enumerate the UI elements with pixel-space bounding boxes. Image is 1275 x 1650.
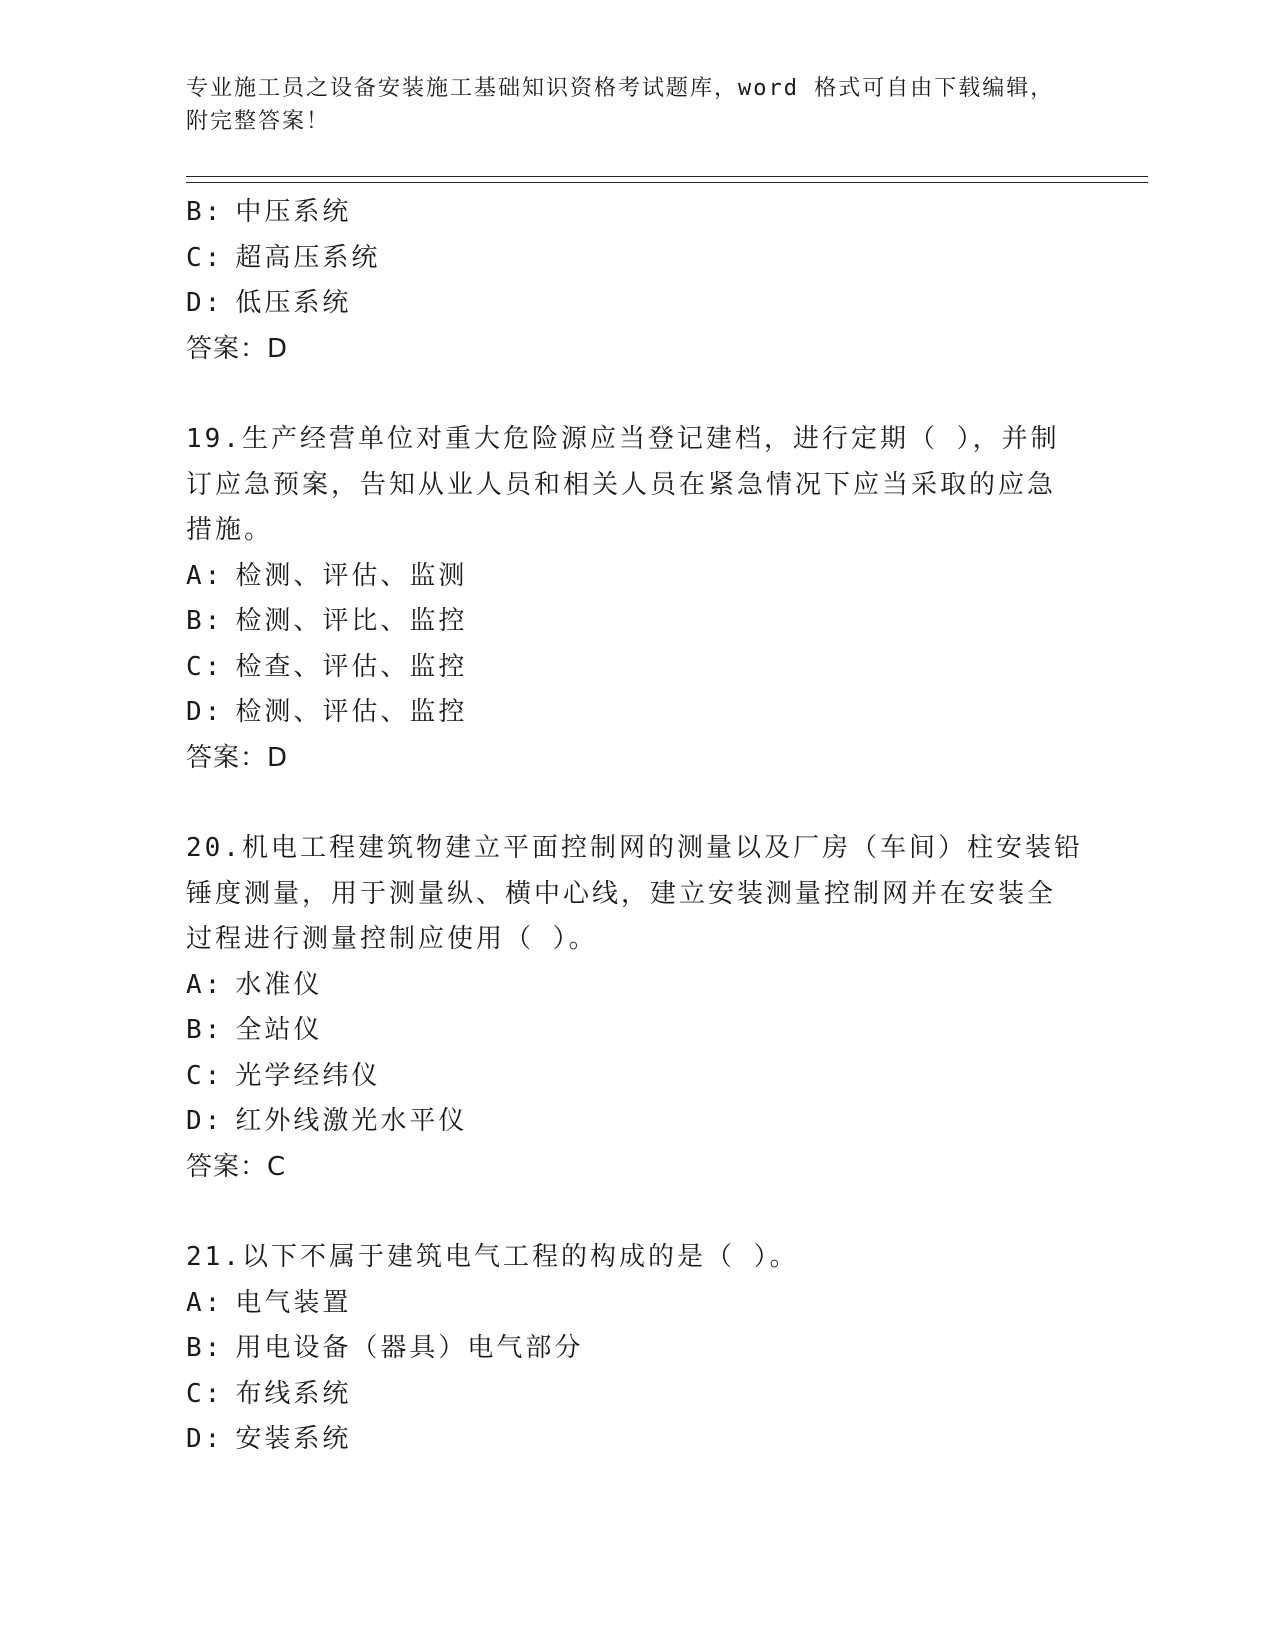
option-line <box>186 1372 1066 1418</box>
option-line <box>186 1099 1066 1145</box>
question-text-line: 过程进行测量控制应使用（ ）。 <box>186 924 598 954</box>
option-text: 超高压系统 <box>235 242 381 273</box>
option-text: 水准仪 <box>235 969 323 1000</box>
option-line <box>186 1326 1066 1372</box>
option-text: 红外线激光水平仪 <box>235 1106 468 1136</box>
option-text: 检测、评比、监控 <box>235 606 468 636</box>
option-text: 检查、评估、监控 <box>235 651 468 682</box>
option-line <box>186 190 1066 236</box>
option-label: B: <box>186 606 224 636</box>
option-line <box>186 1054 1066 1100</box>
question-20 <box>186 826 1083 1190</box>
option-text: 安装系统 <box>235 1424 352 1454</box>
header-double-rule <box>186 176 1148 183</box>
option-line <box>186 599 1066 645</box>
option-label: B: <box>186 1015 224 1045</box>
answer-line: 答案：D <box>186 333 289 364</box>
question-text-line: 锤度测量，用于测量纵、横中心线，建立安装测量控制网并在安装全 <box>186 878 1057 909</box>
option-label: C: <box>186 1060 224 1091</box>
option-line <box>186 1417 1066 1463</box>
option-label: C: <box>186 242 224 273</box>
header-line-1: 专业施工员之设备安装施工基础知识资格考试题库，word 格式可自由下载编辑， <box>186 76 1055 101</box>
question-text <box>186 1235 1066 1281</box>
question-text <box>186 417 1066 554</box>
option-line <box>186 554 1066 600</box>
option-label: D: <box>186 1106 224 1136</box>
question-content <box>186 190 1083 1463</box>
question-text-line: 21.以下不属于建筑电气工程的构成的是（ ）。 <box>186 1242 799 1272</box>
option-text: 检测、评估、监测 <box>235 560 468 591</box>
option-text: 全站仪 <box>235 1015 323 1045</box>
question-text-line: 19.生产经营单位对重大危险源应当登记建档，进行定期（ ），并制 <box>186 424 1060 454</box>
option-label: A: <box>186 1287 224 1318</box>
option-text: 检测、评估、监控 <box>235 697 468 727</box>
option-text: 中压系统 <box>235 197 352 227</box>
option-label: B: <box>186 197 224 227</box>
option-text: 布线系统 <box>235 1378 352 1409</box>
option-label: D: <box>186 697 224 727</box>
option-label: D: <box>186 1424 224 1454</box>
question-text-line: 订应急预案，告知从业人员和相关人员在紧急情况下应当采取的应急 <box>186 469 1057 500</box>
option-label: A: <box>186 969 224 1000</box>
option-text: 电气装置 <box>235 1287 352 1318</box>
option-text: 光学经纬仪 <box>235 1060 381 1091</box>
option-label: D: <box>186 288 224 318</box>
option-text: 用电设备（器具）电气部分 <box>235 1333 584 1363</box>
question-19 <box>186 417 1066 781</box>
option-line <box>186 236 1066 282</box>
option-label: B: <box>186 1333 224 1363</box>
answer-line: 答案：C <box>186 1151 287 1182</box>
option-line <box>186 963 1066 1009</box>
option-line <box>186 1008 1066 1054</box>
option-line <box>186 690 1066 736</box>
document-header <box>186 72 1106 138</box>
answer-line: 答案：D <box>186 742 289 773</box>
option-line <box>186 645 1066 691</box>
option-line <box>186 1281 1066 1327</box>
option-text: 低压系统 <box>235 288 352 318</box>
header-line-2: 附完整答案！ <box>186 109 331 134</box>
option-label: C: <box>186 1378 224 1409</box>
option-line <box>186 281 1066 327</box>
question-21 <box>186 1235 1066 1463</box>
option-label: A: <box>186 560 224 591</box>
question-text <box>186 826 1083 963</box>
option-label: C: <box>186 651 224 682</box>
question-text-line: 措施。 <box>186 515 274 545</box>
prev-question-block <box>186 190 1066 372</box>
question-text-line: 20.机电工程建筑物建立平面控制网的测量以及厂房（车间）柱安装铅 <box>186 833 1083 863</box>
